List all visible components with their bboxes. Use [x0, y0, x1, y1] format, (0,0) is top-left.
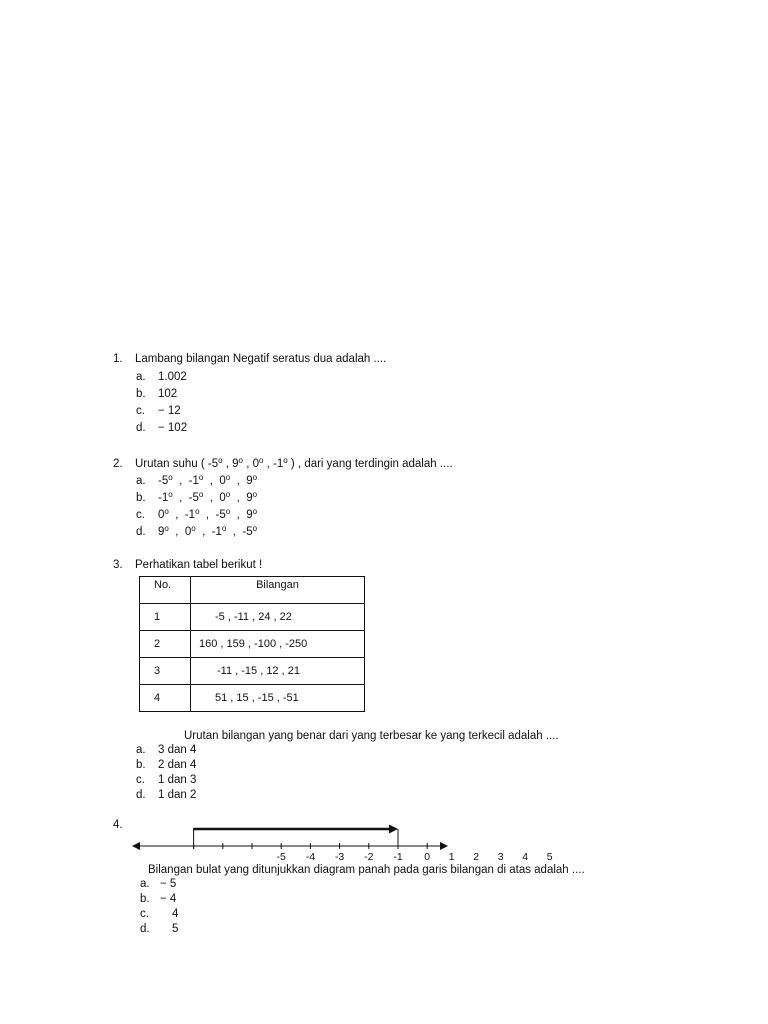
question-3: [113, 559, 262, 571]
option-value: 9: [246, 509, 253, 521]
option-letter: a.: [136, 475, 146, 487]
degree-sign: o: [168, 473, 173, 482]
q1-option-c[interactable]: [136, 405, 181, 417]
table-cell: -5 , -11 , 24 , 22: [191, 604, 365, 631]
question-1: [113, 353, 386, 365]
question-text-part: , 9: [222, 458, 239, 470]
tick-label: 3: [497, 851, 504, 863]
degree-sign: o: [252, 473, 258, 482]
table-cell: 4: [140, 685, 191, 712]
option-value: -1: [188, 475, 199, 487]
separator: ,: [172, 475, 189, 487]
number-line: [128, 820, 553, 868]
table-header: Bilangan: [191, 577, 365, 604]
option-value: 0: [219, 475, 226, 487]
table-cell: -11 , -15 , 12 , 21: [191, 658, 365, 685]
degree-sign: o: [225, 473, 231, 482]
option-value: -5: [158, 475, 169, 487]
tick-label: -2: [364, 851, 374, 863]
separator: ,: [230, 492, 247, 504]
option-value: 9: [246, 492, 253, 504]
degree-sign: o: [218, 456, 223, 465]
degree-sign: o: [252, 524, 258, 533]
q2-option-a[interactable]: [136, 473, 257, 487]
degree-sign: o: [198, 473, 204, 482]
separator: ,: [172, 492, 189, 504]
q3-option-b[interactable]: [136, 759, 196, 771]
option-value: 9: [246, 475, 253, 487]
degree-sign: o: [195, 507, 200, 516]
table-header-row: [140, 577, 365, 604]
table-cell: 3: [140, 658, 191, 685]
question-text: Perhatikan tabel berikut !: [135, 559, 263, 571]
option-text: 5: [172, 923, 179, 935]
option-text: − 4: [160, 893, 177, 905]
question-number: 3.: [113, 559, 123, 571]
tick-label: -5: [276, 851, 286, 863]
q3-option-a[interactable]: [136, 744, 196, 756]
option-letter: b.: [136, 388, 146, 400]
tick-label: -3: [334, 851, 345, 863]
table-cell: 1: [140, 604, 191, 631]
question-number: 1.: [113, 353, 123, 365]
option-text: 102: [158, 388, 178, 400]
option-value: 0: [158, 509, 165, 521]
degree-sign: o: [283, 456, 288, 465]
q1-option-a[interactable]: [136, 371, 187, 383]
separator: ,: [230, 475, 247, 487]
tick-label: 5: [546, 851, 553, 863]
option-letter: b.: [136, 492, 146, 504]
question-text-prefix: Urutan suhu ( -5: [135, 458, 219, 470]
option-letter: a.: [136, 744, 146, 756]
degree-sign: o: [198, 490, 204, 499]
option-letter: c.: [136, 405, 145, 417]
table-cell: 160 , 159 , -100 , -250: [191, 631, 365, 658]
tick-label: 1: [448, 851, 455, 863]
option-value: 0: [184, 526, 192, 538]
option-letter: b.: [140, 893, 150, 905]
table-cell: 2: [140, 631, 191, 658]
q2-option-c[interactable]: [136, 507, 257, 521]
option-text: 3 dan 4: [158, 744, 197, 756]
question-number: 2.: [113, 458, 123, 470]
option-letter: d.: [136, 789, 146, 801]
option-value: -5: [188, 492, 199, 504]
table-row: [140, 604, 365, 631]
degree-sign: o: [258, 456, 264, 465]
option-value: 0: [219, 492, 226, 504]
tick-label: -4: [305, 851, 316, 863]
q3-question: Urutan bilangan yang benar dari yang terbesar ke yang terkecil adalah ....: [184, 730, 559, 742]
question-text-part: , -1: [263, 458, 284, 470]
option-text: 4: [172, 908, 179, 920]
degree-sign: o: [221, 524, 227, 533]
option-value: -1: [211, 526, 222, 538]
separator: ,: [226, 526, 243, 538]
option-text: 2 dan 4: [158, 759, 197, 771]
q4-option-a[interactable]: [140, 878, 176, 890]
degree-sign: o: [164, 507, 169, 516]
option-text: 1 dan 3: [158, 774, 197, 786]
right-arrowhead-icon: [440, 842, 448, 850]
q4-option-c[interactable]: [140, 908, 178, 920]
q2-option-b[interactable]: [136, 490, 257, 504]
q1-option-d[interactable]: [136, 422, 187, 434]
degree-sign: o: [252, 490, 258, 499]
degree-sign: o: [238, 456, 243, 465]
degree-sign: o: [225, 507, 231, 516]
option-text: − 102: [158, 422, 188, 434]
question-text-suffix: ) , dari yang terdingin adalah ....: [287, 458, 453, 470]
degree-sign: o: [164, 524, 169, 533]
option-value: -5: [242, 526, 253, 538]
tick-label: 2: [473, 851, 480, 863]
table-cell: 51 , 15 , -15 , -51: [191, 685, 365, 712]
separator: ,: [230, 509, 247, 521]
question-4-number: 4.: [113, 819, 123, 831]
option-letter: a.: [136, 371, 146, 383]
option-value: -1: [158, 492, 169, 504]
tick-label: -1: [393, 851, 403, 863]
q2-option-d[interactable]: [136, 524, 257, 538]
table-row: [140, 631, 365, 658]
question-2: [113, 456, 453, 470]
q1-option-b[interactable]: [136, 388, 177, 400]
table-row: [140, 658, 365, 685]
tick-label: 0: [424, 851, 431, 863]
table-header: No.: [140, 577, 191, 604]
option-text: − 5: [160, 878, 177, 890]
question-text: Lambang bilangan Negatif seratus dua adalah ....: [135, 353, 387, 365]
option-value: 9: [158, 526, 165, 538]
answer-arrowhead-icon: [389, 825, 398, 834]
q3-option-c[interactable]: [136, 774, 196, 786]
q4-option-d[interactable]: [140, 923, 178, 935]
option-letter: a.: [140, 878, 150, 890]
table-row: [140, 685, 365, 712]
separator: ,: [195, 526, 212, 538]
degree-sign: o: [191, 524, 196, 533]
option-text: 1.002: [158, 371, 187, 383]
separator: ,: [168, 509, 185, 521]
option-letter: d.: [136, 526, 146, 538]
question-text-part: , 0: [243, 458, 259, 470]
option-text: 1 dan 2: [158, 789, 197, 801]
q3-option-d[interactable]: [136, 789, 196, 801]
separator: ,: [168, 526, 185, 538]
tick-label: 4: [522, 851, 529, 863]
option-letter: c.: [136, 774, 145, 786]
option-letter: c.: [136, 509, 145, 521]
left-arrowhead-icon: [132, 842, 140, 850]
option-value: -1: [184, 509, 196, 521]
option-value: -5: [215, 509, 226, 521]
option-letter: b.: [136, 759, 146, 771]
q4-question: Bilangan bulat yang ditunjukkan diagram panah pada garis bilangan di atas adalah ....: [148, 864, 585, 876]
separator: ,: [199, 509, 216, 521]
option-letter: c.: [140, 908, 149, 920]
degree-sign: o: [252, 507, 258, 516]
degree-sign: o: [168, 490, 173, 499]
degree-sign: o: [225, 490, 231, 499]
q4-option-b[interactable]: [140, 893, 176, 905]
option-letter: d.: [140, 923, 150, 935]
option-text: − 12: [158, 405, 181, 417]
numbers-table: [139, 576, 365, 712]
option-letter: d.: [136, 422, 146, 434]
separator: ,: [203, 492, 220, 504]
separator: ,: [203, 475, 220, 487]
